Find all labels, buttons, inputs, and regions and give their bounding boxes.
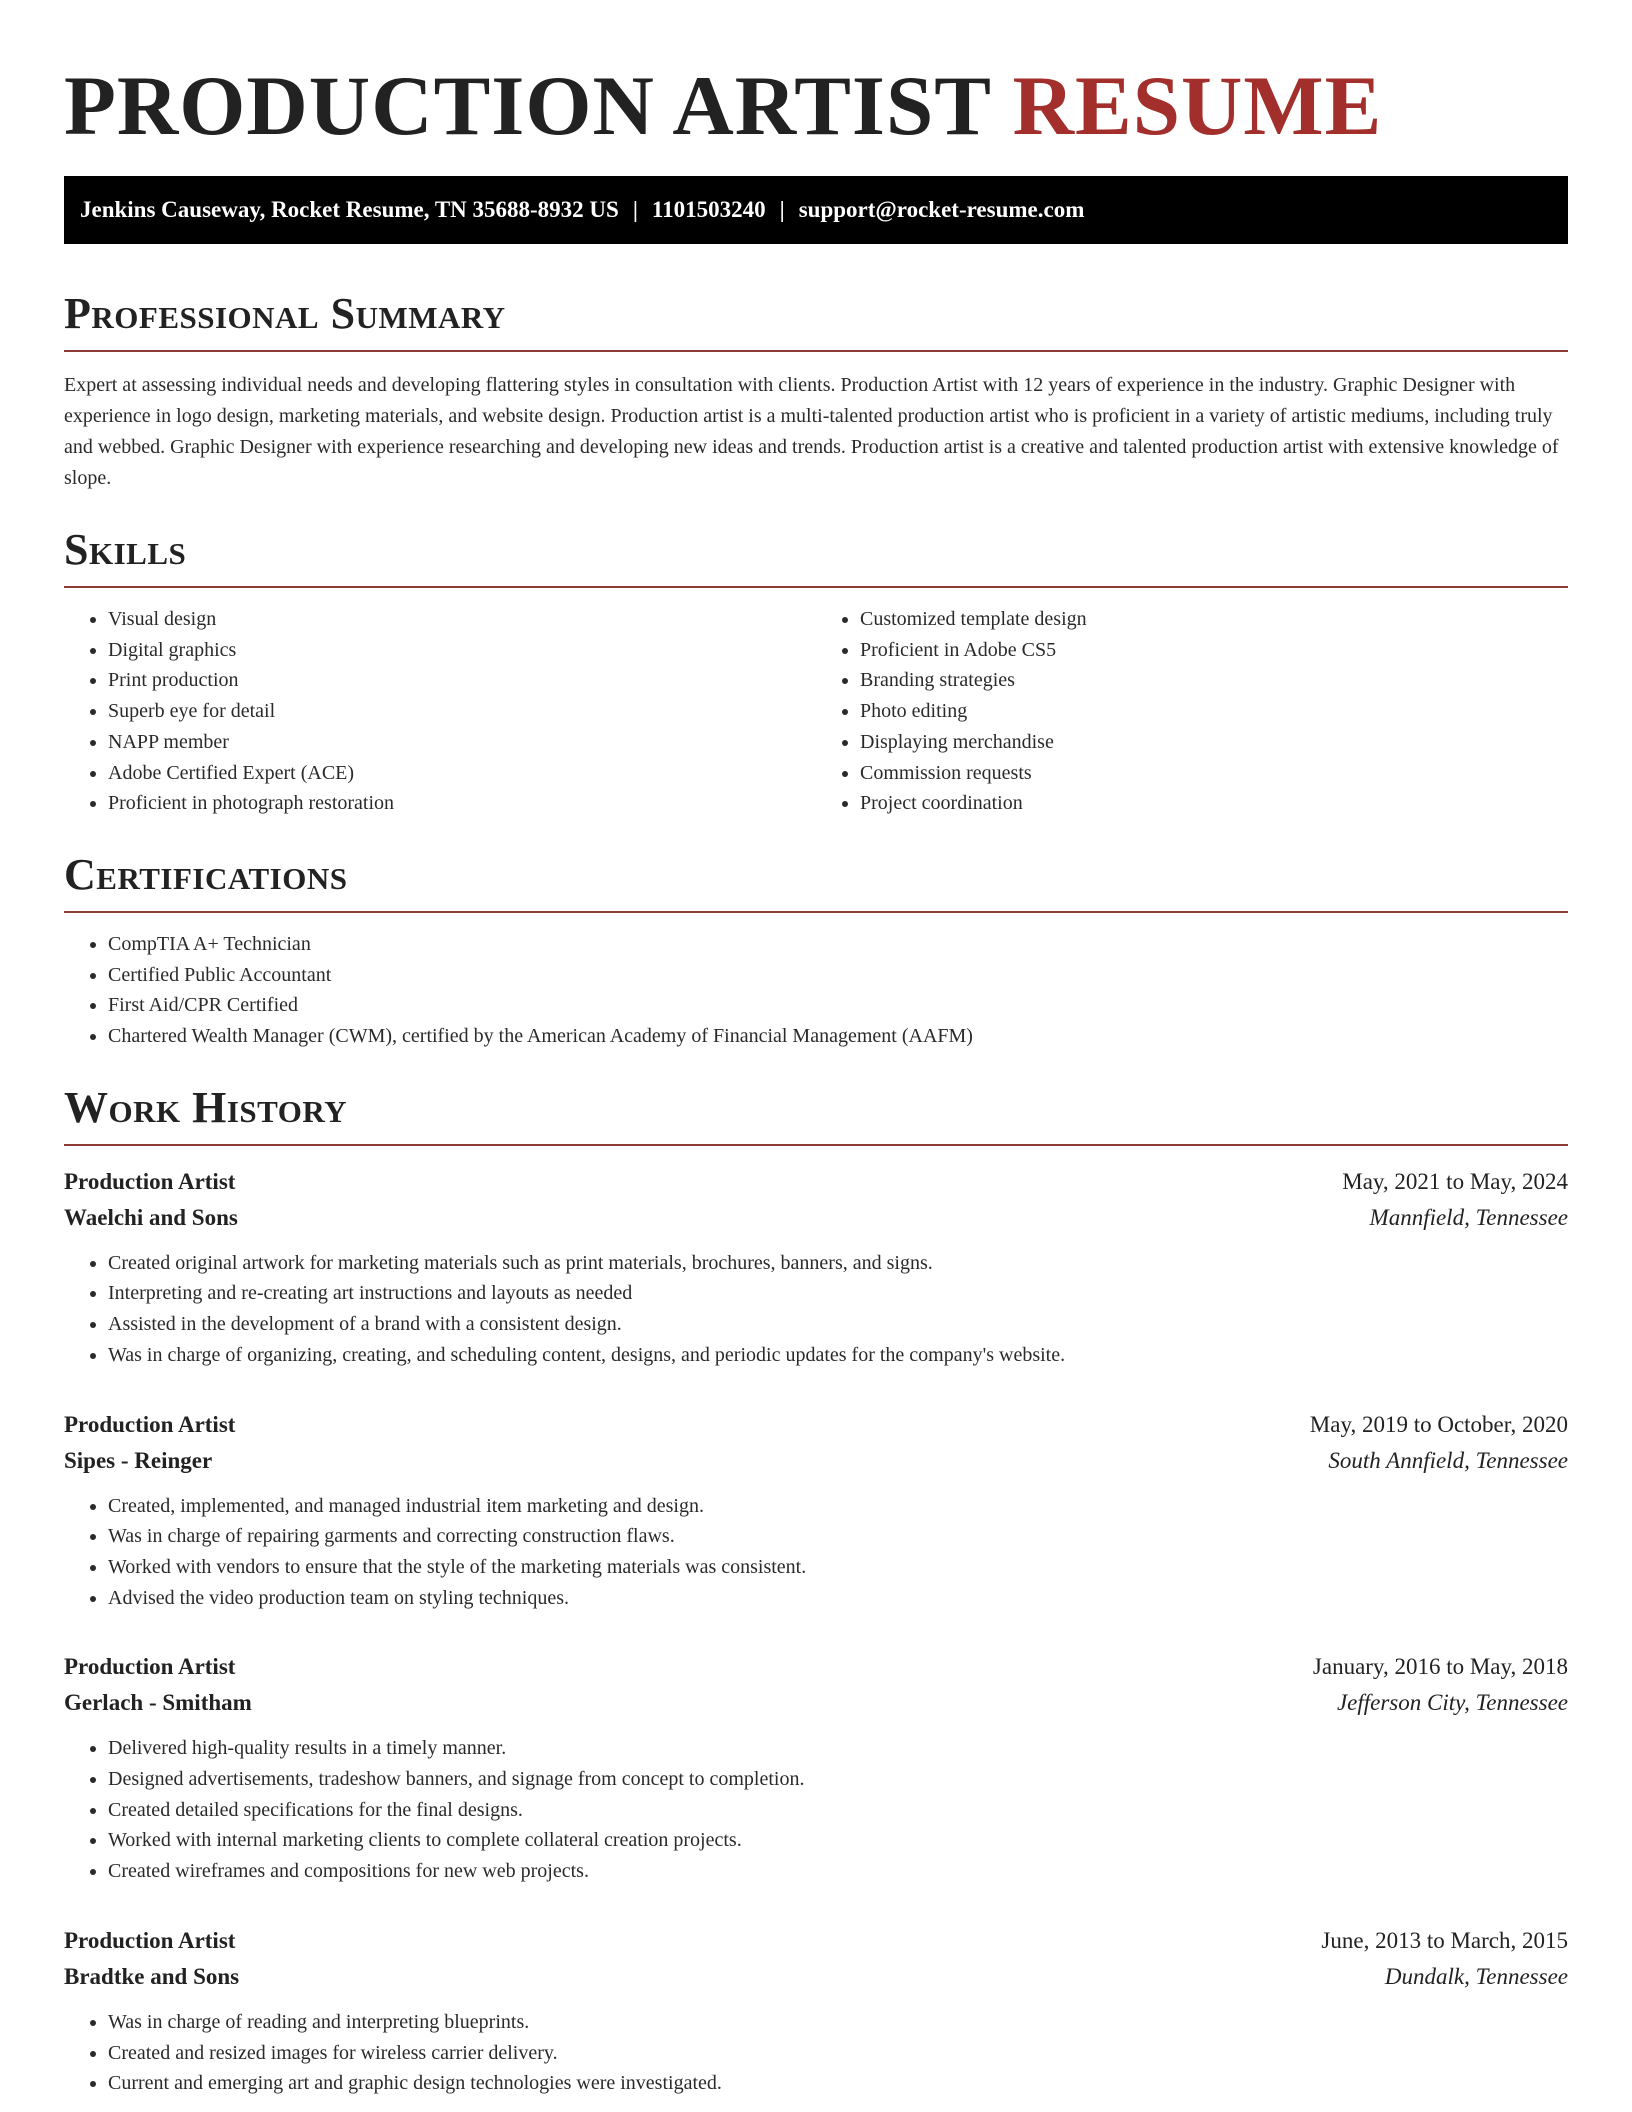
skill-item: • Branding strategies xyxy=(860,665,1568,696)
skills-section xyxy=(64,524,1568,819)
job-header-row xyxy=(64,1407,1568,1443)
job-bullet: • Designed advertisements, tradeshow banners, and signage from concept to completion. xyxy=(108,1764,1568,1795)
job-bullet: • Interpreting and re-creating art instructions and layouts as needed xyxy=(108,1278,1568,1309)
job-location: Dundalk, Tennessee xyxy=(1384,1963,1568,1989)
certification-item: • CompTIA A+ Technician xyxy=(108,929,1568,960)
job-company: Sipes - Reinger xyxy=(64,1447,213,1473)
skill-item: • Visual design xyxy=(108,604,816,635)
skill-item: • Commission requests xyxy=(860,758,1568,789)
skills-list-left xyxy=(64,604,816,819)
job-bullet: • Delivered high-quality results in a timely manner. xyxy=(108,1733,1568,1764)
skill-item: • Digital graphics xyxy=(108,635,816,666)
job-bullet: • Worked with vendors to ensure that the style of the marketing materials was consistent. xyxy=(108,1552,1568,1583)
job-bullet: • Created and resized images for wireless carrier delivery. xyxy=(108,2038,1568,2069)
certification-item: • Chartered Wealth Manager (CWM), certified by the American Academy of Financial Management (AAFM) xyxy=(108,1021,1568,1052)
certification-item: • Certified Public Accountant xyxy=(108,960,1568,991)
skill-item: • Adobe Certified Expert (ACE) xyxy=(108,758,816,789)
job-bullet: • Advised the video production team on styling techniques. xyxy=(108,1583,1568,1614)
job-company-row xyxy=(64,1959,1568,1995)
job-bullets xyxy=(64,1248,1568,1371)
job-company-row xyxy=(64,1200,1568,1236)
skills-grid xyxy=(64,604,1568,819)
job-bullets xyxy=(64,2007,1568,2099)
job-title: Production Artist xyxy=(64,1654,236,1680)
skill-item: • Project coordination xyxy=(860,788,1568,819)
job-header-row xyxy=(64,1164,1568,1200)
summary-text: Expert at assessing individual needs and developing flattering styles in consultation with clients. Production Artist with 12 years of experience in the industry. Graphic Designer with experience in logo design, marketing materials, and website design. Production artist is a multi-talented production artist who is proficient in a variety of artistic mediums, including truly and webbed. Graphic Designer with experience researching and developing new ideas and trends. Production artist is a creative and talented production artist with extensive knowledge of slope. xyxy=(64,374,1559,489)
job-entry xyxy=(64,1649,1568,1887)
job-bullets xyxy=(64,1491,1568,1614)
job-title: Production Artist xyxy=(64,1411,236,1437)
skill-item: • Superb eye for detail xyxy=(108,696,816,727)
job-header-row xyxy=(64,1649,1568,1685)
skills-heading: Skills xyxy=(64,524,1568,588)
certification-item: • First Aid/CPR Certified xyxy=(108,990,1568,1021)
job-dates: January, 2016 to May, 2018 xyxy=(1312,1654,1568,1680)
job-bullet: • Worked with internal marketing clients to complete collateral creation projects. xyxy=(108,1825,1568,1856)
job-company-row xyxy=(64,1443,1568,1479)
certifications-list xyxy=(64,929,1568,1052)
job-location: Mannfield, Tennessee xyxy=(1369,1204,1568,1230)
certifications-heading: Certifications xyxy=(64,849,1568,913)
certifications-section xyxy=(64,849,1568,1052)
job-dates: May, 2021 to May, 2024 xyxy=(1342,1168,1568,1194)
job-title: Production Artist xyxy=(64,1927,236,1953)
contact-bar xyxy=(64,176,1568,244)
job-bullet: • Was in charge of organizing, creating, and scheduling content, designs, and periodic updates for the company's website. xyxy=(108,1340,1568,1371)
job-company-row xyxy=(64,1685,1568,1721)
summary-heading: Professional Summary xyxy=(64,288,1568,352)
skill-item: • Displaying merchandise xyxy=(860,727,1568,758)
job-bullet: • Was in charge of reading and interpreting blueprints. xyxy=(108,2007,1568,2038)
job-bullet: • Assisted in the development of a brand with a consistent design. xyxy=(108,1309,1568,1340)
job-header-row xyxy=(64,1923,1568,1959)
skill-item: • Print production xyxy=(108,665,816,696)
job-dates: May, 2019 to October, 2020 xyxy=(1309,1411,1568,1437)
job-location: South Annfield, Tennessee xyxy=(1328,1447,1568,1473)
title-main: PRODUCTION ARTIST xyxy=(64,59,991,153)
job-bullet: • Created detailed specifications for the final designs. xyxy=(108,1795,1568,1826)
skill-item: • Proficient in Adobe CS5 xyxy=(860,635,1568,666)
skill-item: • NAPP member xyxy=(108,727,816,758)
job-bullets xyxy=(64,1733,1568,1887)
job-bullet: • Created original artwork for marketing materials such as print materials, brochures, banners, and signs. xyxy=(108,1248,1568,1279)
work-history-heading: Work History xyxy=(64,1082,1568,1146)
job-entry xyxy=(64,1923,1568,2099)
job-bullet: • Created wireframes and compositions for new web projects. xyxy=(108,1856,1568,1887)
job-title: Production Artist xyxy=(64,1168,236,1194)
job-dates: June, 2013 to March, 2015 xyxy=(1321,1927,1568,1953)
job-entry xyxy=(64,1407,1568,1614)
job-bullet: • Created, implemented, and managed industrial item marketing and design. xyxy=(108,1491,1568,1522)
resume-title xyxy=(64,56,1568,156)
skills-list-right xyxy=(816,604,1568,819)
job-entry xyxy=(64,1164,1568,1371)
job-company: Waelchi and Sons xyxy=(64,1204,238,1230)
skill-item: • Photo editing xyxy=(860,696,1568,727)
skill-item: • Customized template design xyxy=(860,604,1568,635)
contact-phone: 1101503240 xyxy=(651,197,766,222)
contact-separator: | xyxy=(779,197,785,222)
job-bullet: • Current and emerging art and graphic design technologies were investigated. xyxy=(108,2068,1568,2099)
contact-email[interactable]: support@rocket-resume.com xyxy=(798,197,1085,222)
summary-section xyxy=(64,288,1568,494)
job-bullet: • Was in charge of repairing garments and correcting construction flaws. xyxy=(108,1521,1568,1552)
contact-separator: | xyxy=(632,197,638,222)
title-accent: RESUME xyxy=(1012,59,1383,153)
job-location: Jefferson City, Tennessee xyxy=(1336,1690,1568,1716)
skill-item: • Proficient in photograph restoration xyxy=(108,788,816,819)
work-history-section xyxy=(64,1082,1568,2099)
job-company: Gerlach - Smitham xyxy=(64,1690,252,1716)
contact-address: Jenkins Causeway, Rocket Resume, TN 35688-8932 US xyxy=(80,197,619,222)
job-company: Bradtke and Sons xyxy=(64,1963,240,1989)
